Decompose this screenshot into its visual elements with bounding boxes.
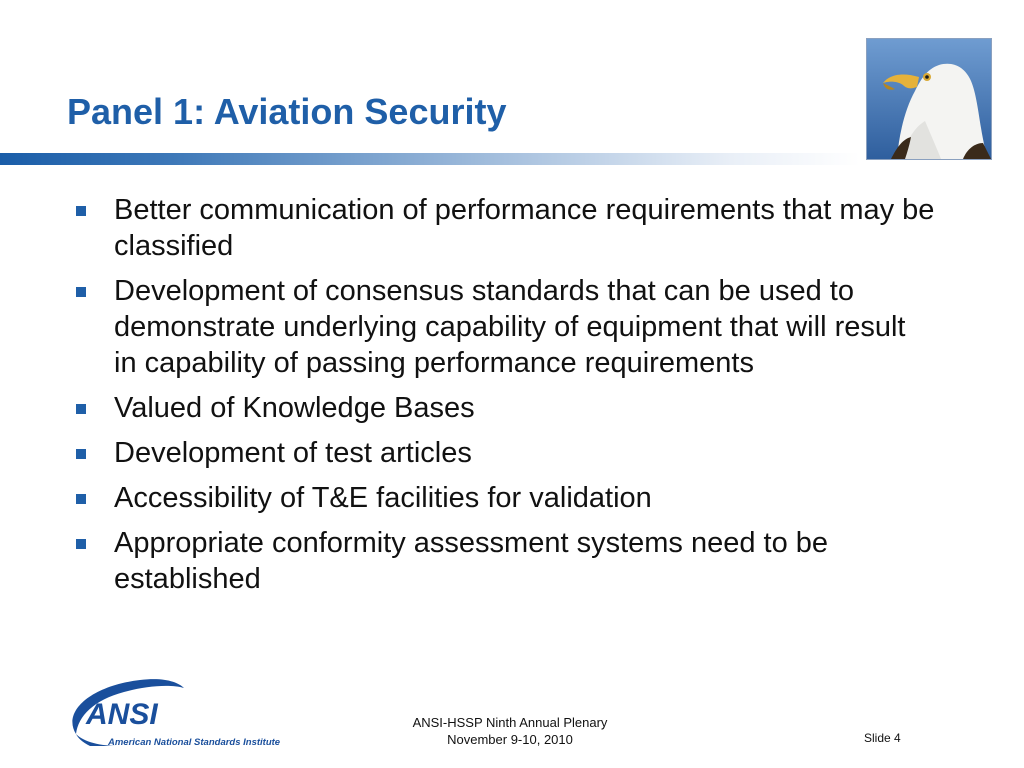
bullet-text: Better communication of performance requirements that may be classified	[114, 194, 935, 262]
bald-eagle-photo	[866, 38, 992, 160]
bullet-item	[76, 273, 936, 381]
footer-event-name: ANSI-HSSP Ninth Annual Plenary	[412, 715, 608, 730]
logo-tagline: American National Standards Institute	[108, 737, 280, 748]
square-bullet-icon	[76, 449, 86, 459]
square-bullet-icon	[76, 206, 86, 216]
square-bullet-icon	[76, 539, 86, 549]
title-divider	[0, 153, 860, 165]
footer-event-date: November 9-10, 2010	[447, 732, 573, 747]
bullet-item	[76, 435, 936, 471]
bullet-item	[76, 192, 936, 264]
bullet-text: Accessibility of T&E facilities for validation	[114, 482, 652, 514]
bullet-item	[76, 480, 936, 516]
slide-title: Panel 1: Aviation Security	[67, 91, 507, 132]
footer-event-info	[380, 714, 640, 748]
bullet-text: Appropriate conformity assessment systems need to be established	[114, 527, 829, 595]
logo-wordmark: ANSI	[86, 698, 158, 731]
square-bullet-icon	[76, 404, 86, 414]
bullet-item	[76, 525, 936, 597]
square-bullet-icon	[76, 494, 86, 504]
ansi-logo	[60, 672, 280, 752]
bullet-list	[76, 192, 936, 606]
bullet-item	[76, 390, 936, 426]
bullet-text: Valued of Knowledge Bases	[114, 392, 475, 424]
square-bullet-icon	[76, 287, 86, 297]
bullet-text: Development of consensus standards that can be used to demonstrate underlying capability of equipment that will result in capability of passing performance requirements	[114, 275, 906, 379]
slide-number: Slide 4	[864, 731, 901, 745]
bullet-text: Development of test articles	[114, 437, 472, 469]
